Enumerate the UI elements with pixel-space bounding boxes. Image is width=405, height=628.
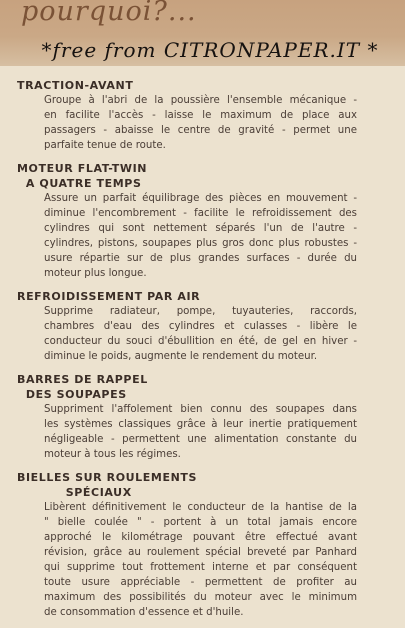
section-body — [44, 304, 357, 364]
section-heading: BIELLES SUR ROULEMENTS SPÉCIAUX — [17, 471, 197, 499]
page-title: pourquoi?... — [21, 0, 197, 27]
section-heading: TRACTION-AVANT — [17, 79, 134, 92]
section-body — [44, 93, 357, 153]
text-line: maximum des possibilités du moteur avec le minimum — [44, 592, 357, 603]
text-line: négligeable - permettent une alimentation constante du — [44, 434, 357, 445]
header-band — [0, 0, 405, 66]
section-heading: REFROIDISSEMENT PAR AIR — [17, 290, 201, 303]
section-refroidissement — [0, 289, 405, 364]
section-heading: MOTEUR FLAT-TWIN A QUATRE TEMPS — [17, 162, 148, 190]
text-line: chambres d'eau des cylindres et culasses - libère le — [44, 321, 357, 332]
text-line: diminue l'encombrement - facilite le refroidissement des — [44, 208, 357, 219]
text-line: moteur à tous les régimes. — [44, 449, 181, 460]
text-line: cylindres qui sont nettement séparés l'un de l'autre - — [44, 223, 357, 234]
text-line: Libèrent définitivement le conducteur de la hantise de la — [44, 502, 357, 513]
text-line: usure répartie sur de plus grandes surfaces - durée du — [44, 253, 357, 264]
text-line: parfaite tenue de route. — [44, 140, 166, 151]
text-line: Assure un parfait équilibrage des pièces en mouvement - — [44, 193, 357, 204]
text-line: approché le kilométrage pouvant être effectué avant — [44, 532, 357, 543]
text-line: Supprime radiateur, pompe, tuyauteries, raccords, — [44, 306, 357, 317]
document-body — [0, 78, 405, 628]
text-line: les systèmes classiques grâce à leur inertie pratiquement — [44, 419, 357, 430]
section-heading: BARRES DE RAPPEL DES SOUPAPES — [17, 373, 148, 401]
watermark-text: *free from CITRONPAPER.IT * — [41, 38, 379, 62]
text-line: en facilite l'accès - laisse le maximum de place aux — [44, 110, 357, 121]
text-line: révision, grâce au roulement spécial breveté par Panhard — [44, 547, 357, 558]
text-line: Suppriment l'affolement bien connu des soupapes dans — [44, 404, 357, 415]
text-line: diminue le poids, augmente le rendement du moteur. — [44, 351, 318, 362]
section-body — [44, 500, 357, 620]
text-line: conducteur du souci d'ébullition en été, de gel en hiver - — [44, 336, 357, 347]
text-line: toute usure appréciable - permettent de profiter au — [44, 577, 357, 588]
text-line: de consommation d'essence et d'huile. — [44, 607, 244, 618]
section-barres-de-rappel — [0, 372, 405, 462]
text-line: Groupe à l'abri de la poussière l'ensemble mécanique - — [44, 95, 357, 106]
text-line: moteur plus longue. — [44, 268, 147, 279]
text-line: qui supprime tout frottement interne et par conséquent — [44, 562, 357, 573]
section-traction-avant — [0, 78, 405, 153]
text-line: passagers - abaisse le centre de gravité - permet une — [44, 125, 357, 136]
section-bielles — [0, 470, 405, 620]
text-line: " bielle coulée " - portent à un total jamais encore — [44, 517, 357, 528]
text-line: cylindres, pistons, soupapes plus gros donc plus robustes - — [44, 238, 357, 249]
section-body — [44, 191, 357, 281]
section-moteur-flat-twin — [0, 161, 405, 281]
section-body — [44, 402, 357, 462]
